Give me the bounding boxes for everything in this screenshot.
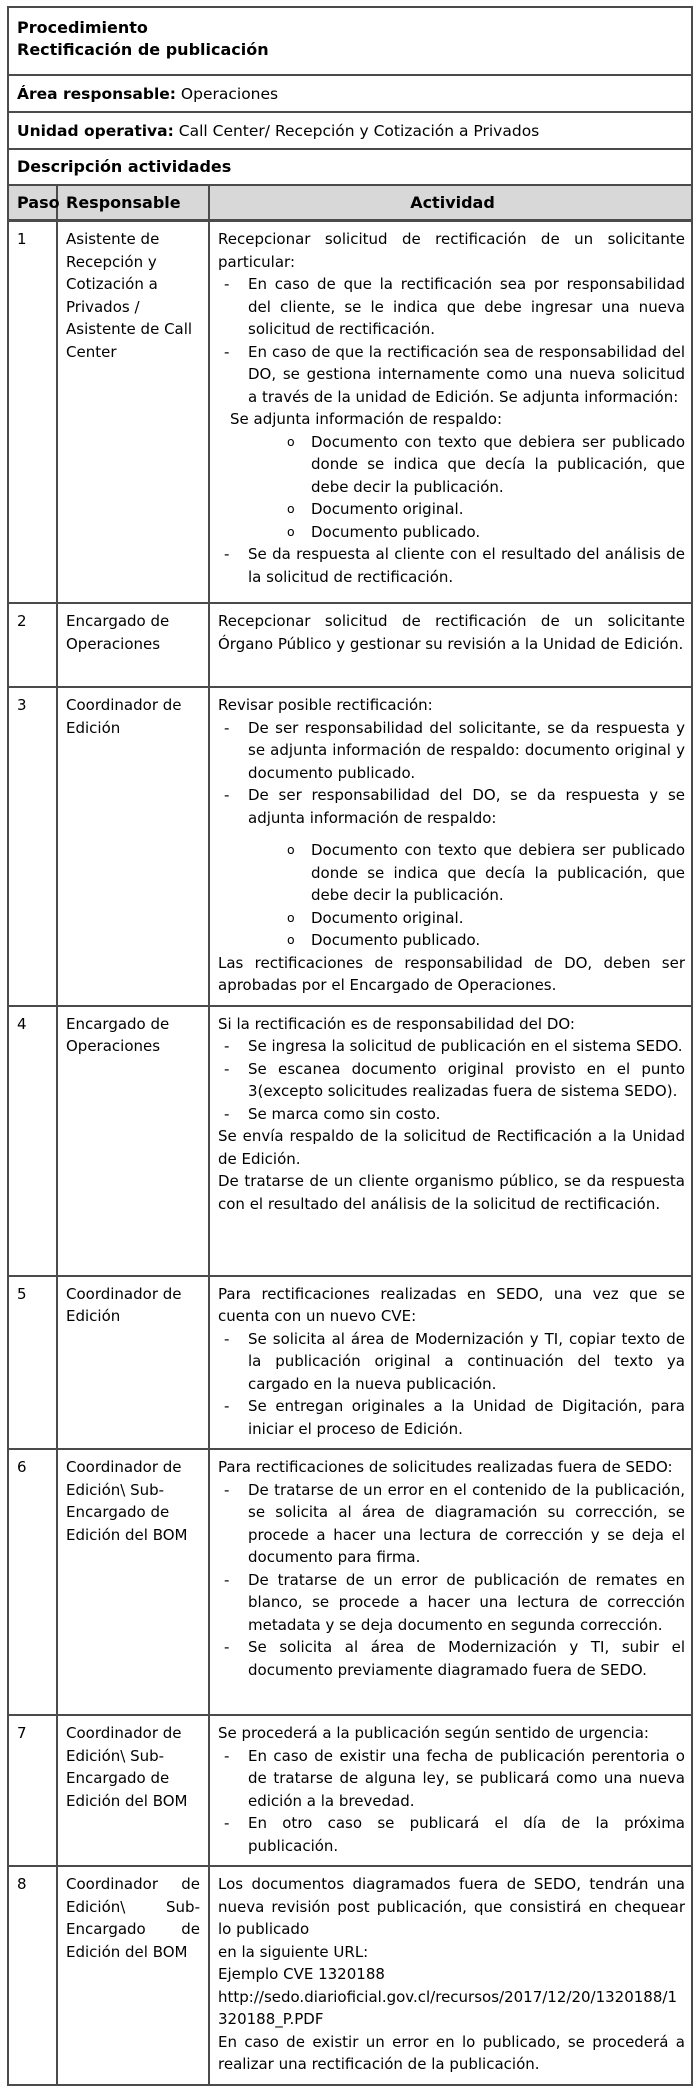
- circle-list-item: [287, 907, 685, 930]
- list-item-text: Se escanea documento original provisto en el punto 3(excepto solicitudes realizadas fuera de sistema SEDO).: [248, 1059, 685, 1100]
- table-row: [9, 1865, 691, 2084]
- dash-list-item: [218, 1636, 685, 1681]
- activity-paragraph: Recepcionar solicitud de rectificación de un solicitante particular:: [218, 230, 685, 271]
- dash-bullet-marker: -: [224, 786, 230, 804]
- activity-note: Se adjunta información de respaldo:: [230, 410, 502, 428]
- activity-cell: [210, 1867, 691, 2084]
- activity-paragraph: Se procederá a la publicación según sentido de urgencia:: [218, 1724, 649, 1742]
- procedure-table: [7, 6, 693, 2086]
- activity-paragraph: en la siguiente URL:: [218, 1942, 369, 1961]
- dash-list-item: [218, 1745, 685, 1813]
- dash-bullet-marker: -: [224, 718, 230, 737]
- list-item-text: Se solicita al área de Modernización y TI, subir el documento previamente diagramado fuera de SEDO.: [248, 1638, 685, 1679]
- activity-cell: [210, 1277, 691, 1449]
- activity-paragraph: De tratarse de un cliente organismo público, se da respuesta con el resultado del análisis de la solicitud de rectificación.: [218, 1172, 685, 1213]
- activity-cell: [210, 1007, 691, 1275]
- list-item-text: De ser responsabilidad del DO, se da respuesta y se adjunta información de respaldo:: [248, 786, 685, 827]
- step-number: 8: [9, 1867, 58, 2084]
- list-item-text: En otro caso se publicará el día de la próxima publicación.: [248, 1814, 685, 1855]
- activity-paragraph: En caso de existir un error en lo publicado, se procederá a realizar una rectificación de la publicación.: [218, 2032, 685, 2073]
- table-row: [9, 1714, 691, 1865]
- dash-list-item: [218, 1569, 685, 1637]
- table-row: [9, 686, 691, 1005]
- circle-list-item: [287, 521, 685, 544]
- dash-list-item: [218, 1058, 685, 1103]
- dash-bullet-marker: -: [224, 1104, 230, 1123]
- list-item-text: Documento publicado.: [311, 931, 481, 949]
- list-item-text: Se solicita al área de Modernización y TI, copiar texto de la publicación original a continuación del texto ya cargado en la nueva publicación.: [248, 1329, 685, 1393]
- dash-list-item: [218, 1395, 685, 1440]
- circle-list-item: [287, 929, 685, 952]
- responsible-cell: Asistente de Recepción y Cotización a Privados / Asistente de Call Center: [58, 222, 210, 602]
- activity-cell: [210, 688, 691, 1005]
- activity-paragraph: Ejemplo CVE 1320188: [218, 1965, 385, 1983]
- activity-paragraph: Revisar posible rectificación:: [218, 696, 433, 714]
- list-item-text: Documento original.: [311, 908, 464, 927]
- table-row: [9, 222, 691, 602]
- activity-url-text: http://sedo.diarioficial.gov.cl/recursos/2017/12/20/1320188/1320188_P.PDF: [218, 1987, 677, 2028]
- table-row: [9, 602, 691, 686]
- title-line-1: Procedimiento: [17, 18, 148, 37]
- list-item-text: De ser responsabilidad del solicitante, se da respuesta y se adjunta información de respaldo: documento original y documento publicado.: [248, 718, 685, 782]
- activity-paragraph: Si la rectificación es de responsabilidad del DO:: [218, 1014, 575, 1033]
- step-number: 4: [9, 1007, 58, 1275]
- dash-list-item: [218, 543, 685, 588]
- document-title: [9, 8, 691, 76]
- dash-bullet-marker: -: [224, 1480, 230, 1499]
- table-header-row: [9, 186, 691, 222]
- dash-list-item: [218, 341, 685, 409]
- dash-list-item: [218, 717, 685, 785]
- activity-cell: [210, 222, 691, 602]
- circle-list-item: [287, 431, 685, 499]
- responsible-cell: Encargado de Operaciones: [58, 604, 210, 686]
- dash-bullet-marker: -: [224, 342, 230, 361]
- activity-cell: [210, 1450, 691, 1714]
- circle-list-item: [287, 498, 685, 521]
- list-item-text: En caso de que la rectificación sea de responsabilidad del DO, se gestiona internamente como una nueva solicitud a través de la unidad de Edición. Se adjunta información:: [248, 342, 685, 406]
- circle-bullet-marker: o: [287, 433, 295, 449]
- unidad-operativa-value: Call Center/ Recepción y Cotización a Privados: [178, 122, 540, 140]
- responsible-cell: Coordinador de Edición: [58, 688, 210, 1005]
- responsible-cell: Coordinador de Edición: [58, 1277, 210, 1449]
- list-item-text: Documento con texto que debiera ser publicado donde se indica que decía la publicación, que debe decir la publicación.: [311, 432, 685, 496]
- activity-cell: [210, 604, 691, 686]
- dash-list-item: [218, 1812, 685, 1857]
- dash-bullet-marker: -: [224, 1638, 230, 1656]
- step-number: 5: [9, 1277, 58, 1449]
- table-row: [9, 1005, 691, 1275]
- activity-paragraph: Las rectificaciones de responsabilidad de DO, deben ser aprobadas por el Encargado de Operaciones.: [218, 953, 685, 994]
- step-number: 1: [9, 222, 58, 602]
- dash-list-item: [218, 273, 685, 341]
- circle-bullet-marker: o: [287, 909, 295, 925]
- list-item-text: Documento publicado.: [311, 522, 481, 541]
- list-item-text: Se marca como sin costo.: [248, 1104, 441, 1123]
- table-row: [9, 1448, 691, 1714]
- header-paso: Paso: [9, 186, 58, 219]
- step-number: 7: [9, 1716, 58, 1865]
- unidad-operativa-row: [9, 113, 691, 150]
- dash-bullet-marker: -: [224, 1329, 230, 1348]
- dash-bullet-marker: -: [224, 1814, 230, 1832]
- section-header: Descripción actividades: [9, 150, 691, 186]
- list-item-text: De tratarse de un error en el contenido de la publicación, se solicita al área de diagramación su corrección, se procede a hacer una lectura de corrección y se deja el documento para firma.: [248, 1480, 685, 1566]
- dash-bullet-marker: -: [224, 1037, 230, 1055]
- activity-paragraph: Se envía respaldo de la solicitud de Rectificación a la Unidad de Edición.: [218, 1127, 685, 1168]
- circle-bullet-marker: o: [287, 842, 295, 857]
- list-item-text: Documento original.: [311, 500, 464, 518]
- title-line-2: Rectificación de publicación: [17, 40, 269, 59]
- unidad-operativa-label: Unidad operativa:: [17, 122, 174, 140]
- step-number: 6: [9, 1450, 58, 1714]
- list-item-text: En caso de que la rectificación sea por responsabilidad del cliente, se le indica que debe ingresar una nueva solicitud de rectificación.: [248, 275, 685, 338]
- dash-bullet-marker: -: [224, 545, 230, 563]
- step-number: 2: [9, 604, 58, 686]
- activity-paragraph: Recepcionar solicitud de rectificación de un solicitante Órgano Público y gestionar su revisión a la Unidad de Edición.: [218, 612, 685, 653]
- area-responsable-row: [9, 76, 691, 113]
- area-responsable-label: Área responsable:: [17, 85, 176, 103]
- circle-bullet-marker: o: [287, 501, 295, 516]
- dash-list-item: [218, 784, 685, 829]
- dash-list-item: [218, 1035, 685, 1058]
- list-item-text: En caso de existir una fecha de publicación perentoria o de tratarse de alguna ley, se publicará como una nueva edición a la brevedad.: [248, 1746, 685, 1810]
- activity-paragraph: Para rectificaciones de solicitudes realizadas fuera de SEDO:: [218, 1458, 673, 1476]
- list-item-text: De tratarse de un error de publicación de remates en blanco, se procede a hacer una lectura de corrección metadata y se deja documento en segunda corrección.: [248, 1570, 685, 1634]
- table-body: [9, 222, 691, 2084]
- responsible-cell: Coordinador de Edición\ Sub-Encargado de Edición del BOM: [58, 1716, 210, 1865]
- responsible-cell: Coordinador de Edición\ Sub-Encargado de Edición del BOM: [58, 1867, 210, 2084]
- dash-bullet-marker: -: [224, 1397, 230, 1415]
- circle-bullet-marker: o: [287, 932, 295, 947]
- step-number: 3: [9, 688, 58, 1005]
- dash-list-item: [218, 1328, 685, 1396]
- circle-list-item: [287, 839, 685, 907]
- activity-cell: [210, 1716, 691, 1865]
- list-item-text: Se da respuesta al cliente con el resultado del análisis de la solicitud de rectificación.: [248, 545, 685, 586]
- activity-paragraph: Para rectificaciones realizadas en SEDO, una vez que se cuenta con un nuevo CVE:: [218, 1284, 685, 1325]
- list-item-text: Se ingresa la solicitud de publicación en el sistema SEDO.: [248, 1037, 683, 1055]
- dash-bullet-marker: -: [224, 275, 230, 293]
- header-actividad: Actividad: [410, 193, 495, 212]
- area-responsable-value: Operaciones: [180, 85, 279, 103]
- table-row: [9, 1275, 691, 1449]
- activity-paragraph: Los documentos diagramados fuera de SEDO, tendrán una nueva revisión post publicación, que consistirá en chequear lo publicado: [218, 1875, 685, 1938]
- list-item-text: Documento con texto que debiera ser publicado donde se indica que decía la publicación, que debe decir la publicación.: [311, 841, 685, 904]
- dash-list-item: [218, 1479, 685, 1569]
- responsible-cell: Encargado de Operaciones: [58, 1007, 210, 1275]
- header-responsable: Responsable: [58, 186, 210, 219]
- dash-bullet-marker: -: [224, 1059, 230, 1078]
- dash-bullet-marker: -: [224, 1746, 230, 1765]
- dash-list-item: [218, 1103, 685, 1126]
- dash-bullet-marker: -: [224, 1570, 230, 1589]
- responsible-cell: Coordinador de Edición\ Sub-Encargado de Edición del BOM: [58, 1450, 210, 1714]
- list-item-text: Se entregan originales a la Unidad de Digitación, para iniciar el proceso de Edición.: [248, 1397, 685, 1438]
- circle-bullet-marker: o: [287, 523, 295, 539]
